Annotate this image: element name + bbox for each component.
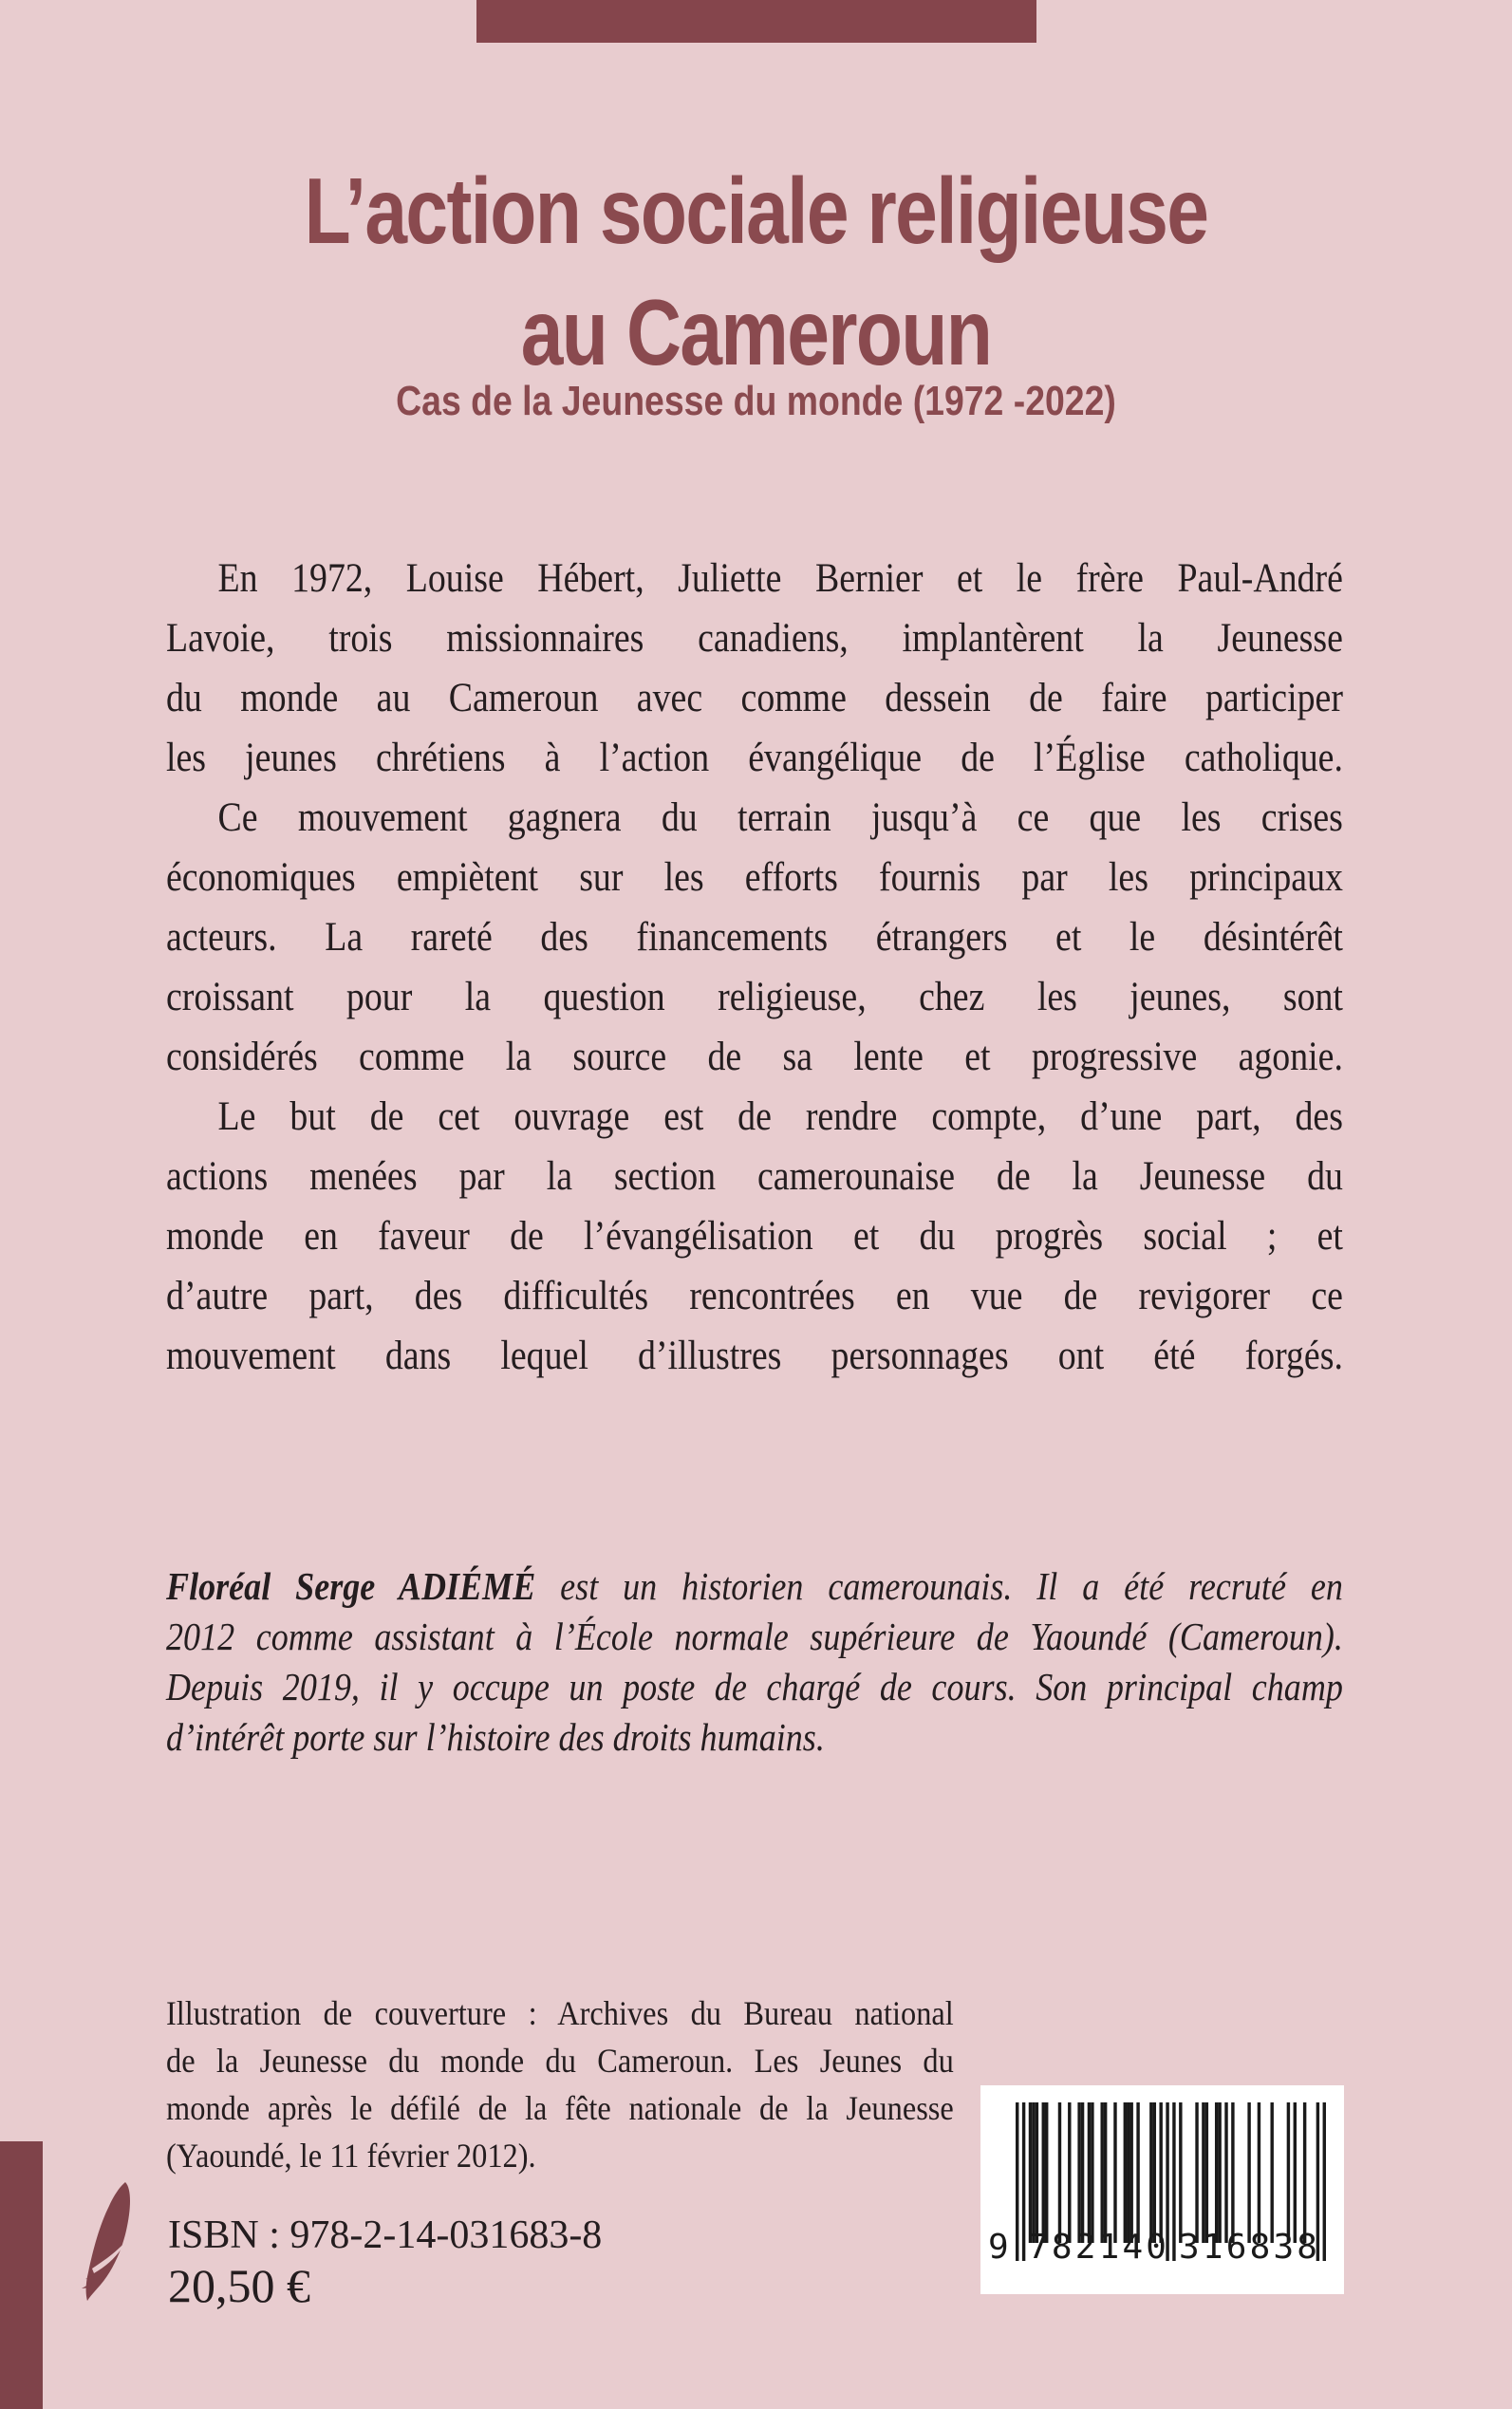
bio-line: d’intérêt porte sur l’histoire des droits humains. bbox=[166, 1715, 825, 1759]
synopsis-line: monde en faveur de l’évangélisation et du progrès social ; et bbox=[166, 1214, 1343, 1259]
barcode-digits bbox=[980, 2228, 1344, 2285]
synopsis-line: économiques empiètent sur les efforts fournis par les principaux bbox=[166, 855, 1343, 900]
barcode-digit-group: 7 8 2 1 4 0 bbox=[1028, 2228, 1167, 2267]
bio-line bbox=[166, 1561, 1343, 1612]
synopsis-line: du monde au Cameroun avec comme dessein de faire participer bbox=[166, 676, 1343, 720]
synopsis-line: d’autre part, des difficultés rencontrées en vue de revigorer ce bbox=[166, 1274, 1343, 1318]
synopsis-line: considérés comme la source de sa lente et progressive agonie. bbox=[166, 1035, 1343, 1079]
barcode-digit-group: 3 1 6 8 3 8 bbox=[1179, 2228, 1317, 2267]
bio-line: Depuis 2019, il y occupe un poste de chargé de cours. Son principal champ bbox=[166, 1665, 1343, 1709]
synopsis-line: acteurs. La rareté des financements étrangers et le désintérêt bbox=[166, 915, 1343, 960]
synopsis-line: croissant pour la question religieuse, chez les jeunes, sont bbox=[166, 975, 1343, 1019]
barcode bbox=[980, 2085, 1344, 2294]
spine-bar bbox=[0, 2141, 43, 2409]
credit-line: de la Jeunesse du monde du Cameroun. Les Jeunes du bbox=[166, 2042, 954, 2080]
publisher-quill-icon bbox=[81, 2181, 138, 2303]
bio-line-rest: est un historien camerounais. Il a été recruté en bbox=[560, 1564, 1343, 1608]
page-title bbox=[136, 150, 1375, 393]
subtitle: Cas de la Jeunesse du monde (1972 -2022) bbox=[396, 378, 1116, 424]
synopsis-line: mouvement dans lequel d’illustres personnages ont été forgés. bbox=[166, 1334, 1343, 1378]
top-spine-mark bbox=[476, 0, 1036, 43]
title-block bbox=[136, 150, 1375, 393]
credit-line: (Yaoundé, le 11 février 2012). bbox=[166, 2137, 536, 2175]
bio-line: 2012 comme assistant à l’École normale supérieure de Yaoundé (Cameroun). bbox=[166, 1615, 1343, 1658]
title-line1: L’action sociale religieuse bbox=[304, 159, 1208, 263]
author-name: Floréal Serge ADIÉMÉ bbox=[166, 1564, 536, 1608]
subtitle-block bbox=[113, 380, 1398, 423]
barcode-digit-group: 9 bbox=[988, 2228, 1009, 2267]
cover-illustration-credit bbox=[166, 1989, 954, 2179]
title-line2: au Cameroun bbox=[520, 280, 992, 384]
synopsis-line: Lavoie, trois missionnaires canadiens, implantèrent la Jeunesse bbox=[166, 616, 1343, 661]
isbn-text: ISBN : 978-2-14-031683-8 bbox=[168, 2213, 603, 2257]
synopsis-line: les jeunes chrétiens à l’action évangélique de l’Église catholique. bbox=[166, 736, 1343, 780]
synopsis bbox=[166, 549, 1343, 1386]
price-text: 20,50 € bbox=[168, 2259, 310, 2312]
synopsis-line: En 1972, Louise Hébert, Juliette Bernier et le frère Paul-André bbox=[217, 556, 1343, 601]
author-bio bbox=[166, 1561, 1343, 1763]
synopsis-line: Le but de cet ouvrage est de rendre compte, d’une part, des bbox=[217, 1094, 1343, 1139]
synopsis-line: Ce mouvement gagnera du terrain jusqu’à ce que les crises bbox=[217, 795, 1343, 840]
synopsis-line: actions menées par la section camerounaise de la Jeunesse du bbox=[166, 1154, 1343, 1199]
credit-line: Illustration de couverture : Archives du Bureau national bbox=[166, 1994, 954, 2032]
credit-line: monde après le défilé de la fête nationale de la Jeunesse bbox=[166, 2089, 954, 2127]
